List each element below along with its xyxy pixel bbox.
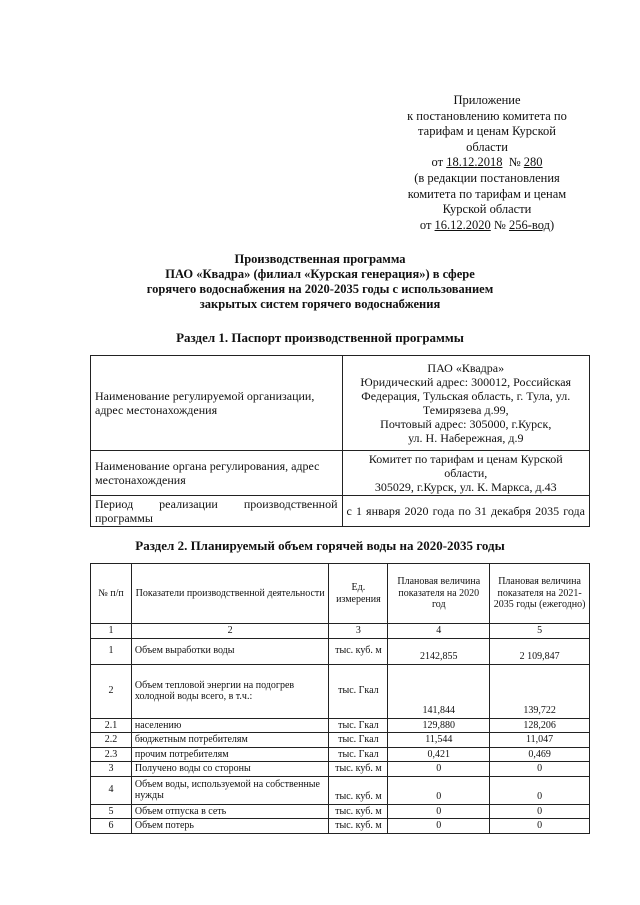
row-v2021: 139,722	[490, 664, 590, 718]
colnum: 4	[388, 624, 490, 639]
row-num: 2.1	[91, 718, 132, 733]
row-name: бюджетным потребителям	[131, 733, 329, 748]
row-v2020: 0	[388, 762, 490, 777]
row-v2021: 0,469	[490, 747, 590, 762]
edition-date: 16.12.2020	[434, 217, 491, 232]
appendix-block	[398, 93, 576, 233]
row-num: 3	[91, 762, 132, 777]
num-prefix: №	[508, 155, 524, 170]
row-v2021: 0	[490, 762, 590, 777]
table-row	[91, 762, 590, 777]
row-v2021: 2 109,847	[490, 638, 590, 664]
passport-row	[91, 496, 590, 527]
section2-heading: Раздел 2. Планируемый объем горячей воды на 2020-2035 годы	[135, 538, 505, 553]
row-name: прочим потребителям	[131, 747, 329, 762]
header-plan-2020: Плановая величина показателя на 2020 год	[388, 564, 490, 624]
header-plan-2021: Плановая величина показателя на 2021-2035 годы (ежегодно)	[490, 564, 590, 624]
value-line: Юридический адрес: 300012, Российская	[360, 375, 572, 389]
appendix-line: Курской области	[442, 202, 532, 217]
row-v2021: 11,047	[490, 733, 590, 748]
row-v2021: 0	[490, 776, 590, 804]
colnum: 5	[490, 624, 590, 639]
row-name: Объем тепловой энергии на подогрев холодной воды всего, в т.ч.:	[131, 664, 329, 718]
appendix-line: области	[466, 139, 508, 154]
table-row	[91, 804, 590, 819]
value-line: области,	[444, 466, 488, 480]
row-unit: тыс. куб. м	[329, 776, 388, 804]
colnum-row	[91, 624, 590, 639]
row-v2020: 0,421	[388, 747, 490, 762]
row-v2020: 0	[388, 819, 490, 834]
title-line: закрытых систем горячего водоснабжения	[199, 297, 441, 311]
passport-value	[342, 356, 589, 451]
value-line: ПАО «Квадра»	[427, 361, 505, 375]
colnum: 2	[131, 624, 329, 639]
row-v2021: 128,206	[490, 718, 590, 733]
row-v2020: 11,544	[388, 733, 490, 748]
row-unit: тыс. куб. м	[329, 804, 388, 819]
row-num: 1	[91, 638, 132, 664]
row-num: 2	[91, 664, 132, 718]
value-line: 305029, г.Курск, ул. К. Маркса, д.43	[374, 480, 557, 494]
row-name: Объем потерь	[131, 819, 329, 834]
row-name: Объем отпуска в сеть	[131, 804, 329, 819]
row-name: населению	[131, 718, 329, 733]
value-line: Комитет по тарифам и ценам Курской	[368, 452, 563, 466]
row-unit: тыс. куб. м	[329, 762, 388, 777]
title-line: ПАО «Квадра» (филиал «Курская генерация») в сфере	[165, 267, 475, 281]
row-unit: тыс. Гкал	[329, 718, 388, 733]
passport-label: Наименование органа регулирования, адрес местонахождения	[91, 451, 343, 496]
row-v2021: 0	[490, 804, 590, 819]
header-indicator: Показатели производственной деятельности	[131, 564, 329, 624]
passport-row	[91, 356, 590, 451]
passport-value: с 1 января 2020 года по 31 декабря 2035 года	[342, 496, 589, 527]
table-row	[91, 733, 590, 748]
table-row	[91, 718, 590, 733]
section1-heading: Раздел 1. Паспорт производственной программы	[176, 330, 464, 345]
passport-value	[342, 451, 589, 496]
colnum: 1	[91, 624, 132, 639]
row-v2020: 0	[388, 776, 490, 804]
date-prefix: от	[431, 155, 447, 170]
value-line: Темирязева д.99,	[422, 403, 509, 417]
row-name: Получено воды со стороны	[131, 762, 329, 777]
value-line: Федерация, Тульская область, г. Тула, ул.	[361, 389, 571, 403]
document-title	[100, 252, 540, 312]
num2-prefix: №	[490, 217, 509, 232]
passport-row	[91, 451, 590, 496]
row-v2021: 0	[490, 819, 590, 834]
header-unit: Ед. измерения	[329, 564, 388, 624]
row-name: Объем выработки воды	[131, 638, 329, 664]
row-unit: тыс. куб. м	[329, 638, 388, 664]
title-line: горячего водоснабжения на 2020-2035 годы с использованием	[146, 282, 494, 296]
row-name: Объем воды, используемой на собственные нужды	[131, 776, 329, 804]
num2-suffix: )	[549, 217, 555, 232]
row-v2020: 0	[388, 804, 490, 819]
row-unit: тыс. Гкал	[329, 664, 388, 718]
row-num: 6	[91, 819, 132, 834]
appendix-line: тарифам и ценам Курской	[418, 124, 556, 139]
edition-number: 256-вод	[508, 217, 550, 232]
header-num: № п/п	[91, 564, 132, 624]
table-row	[91, 776, 590, 804]
row-num: 2.3	[91, 747, 132, 762]
title-line: Производственная программа	[234, 252, 406, 266]
row-num: 4	[91, 776, 132, 804]
appendix-line: (в редакции постановления	[414, 170, 560, 185]
appendix-date-line	[398, 155, 576, 171]
table-row	[91, 819, 590, 834]
row-v2020: 2142,855	[388, 638, 490, 664]
row-num: 5	[91, 804, 132, 819]
passport-label: Наименование регулируемой организации, адрес местонахождения	[91, 356, 343, 451]
volume-table	[90, 563, 590, 834]
table-row	[91, 747, 590, 762]
table-row	[91, 664, 590, 718]
row-unit: тыс. Гкал	[329, 747, 388, 762]
value-line: ул. Н. Набережная, д.9	[408, 431, 524, 445]
row-unit: тыс. куб. м	[329, 819, 388, 834]
appendix-line: комитета по тарифам и ценам	[407, 186, 567, 201]
header-row	[91, 564, 590, 624]
decree-number: 280	[523, 155, 543, 170]
row-unit: тыс. Гкал	[329, 733, 388, 748]
row-v2020: 129,880	[388, 718, 490, 733]
decree-date: 18.12.2018	[446, 155, 503, 170]
row-num: 2.2	[91, 733, 132, 748]
table-row	[91, 638, 590, 664]
appendix-line: Приложение	[453, 93, 521, 107]
appendix-date2-line	[398, 218, 576, 234]
value-line: Почтовый адрес: 305000, г.Курск,	[380, 417, 552, 431]
date2-prefix: от	[419, 217, 435, 232]
appendix-line: к постановлению комитета по	[407, 108, 567, 123]
row-v2020: 141,844	[388, 664, 490, 718]
passport-table	[90, 355, 590, 527]
colnum: 3	[329, 624, 388, 639]
passport-label: Период реализации производственной программы	[91, 496, 343, 527]
